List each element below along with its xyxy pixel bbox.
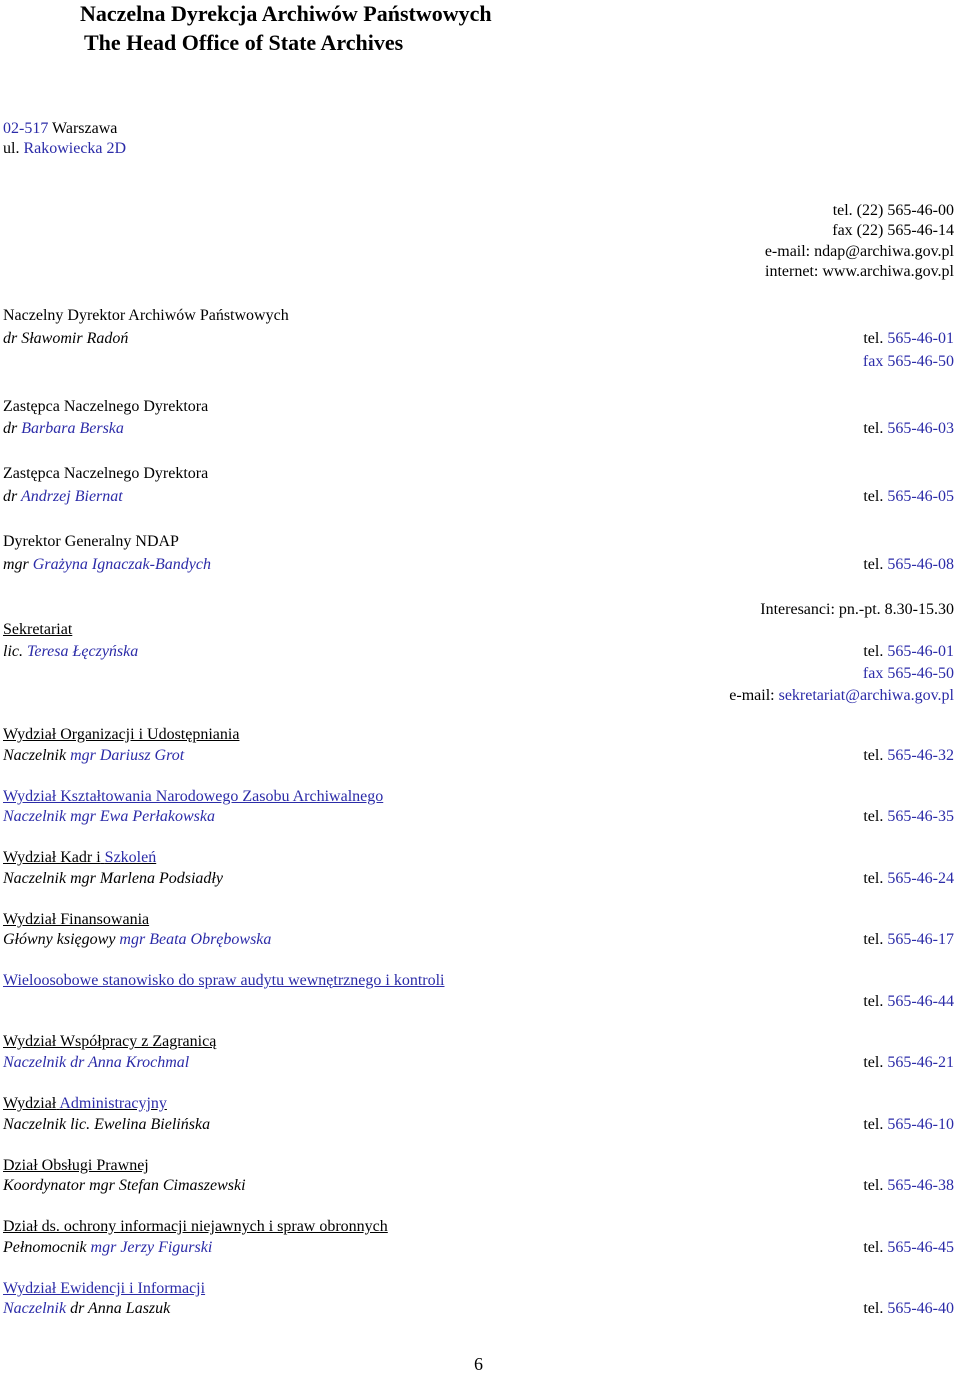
leader-name: mgr Grażyna Ignaczak-Bandych [3,556,211,573]
department-name: Dział ds. ochrony informacji niejawnych i spraw obronnych [3,1218,388,1235]
secretariat-tel: tel. 565-46-01 [863,643,954,660]
general-tel: tel. (22) 565-46-00 [832,202,954,219]
secretariat-label: Sekretariat [3,621,73,638]
department-name: Wydział Kadr i Szkoleń [3,849,157,866]
leader-role: Zastępca Naczelnego Dyrektora [3,398,209,415]
department-tel: tel. 565-46-17 [863,931,954,948]
department-head: Naczelnik mgr Dariusz Grot [3,747,185,764]
street: Rakowiecka 2D [23,140,127,157]
postal-code: 02-517 [3,120,49,137]
department-head: Naczelnik mgr Marlena Podsiadły [3,870,223,887]
page-number: 6 [474,1354,483,1374]
department-tel: tel. 565-46-35 [863,808,954,825]
leader-tel: tel. 565-46-05 [863,488,954,505]
department-head: Pełnomocnik mgr Jerzy Figurski [3,1239,213,1256]
department-head: Naczelnik mgr Ewa Perłakowska [3,808,215,825]
department-name: Wieloosobowe stanowisko do spraw audytu wewnętrznego i kontroli [3,972,445,989]
general-fax: fax (22) 565-46-14 [832,222,954,239]
leader-tel: tel. 565-46-08 [863,556,954,573]
department-tel: tel. 565-46-44 [863,993,954,1010]
department-tel: tel. 565-46-40 [863,1300,954,1317]
department-tel: tel. 565-46-32 [863,747,954,764]
department-tel: tel. 565-46-21 [863,1054,954,1071]
department-name: Wydział Kształtowania Narodowego Zasobu Archiwalnego [3,788,384,805]
department-name: Wydział Ewidencji i Informacji [3,1280,206,1297]
title-english: The Head Office of State Archives [84,30,404,55]
secretariat-email: e-mail: sekretariat@archiwa.gov.pl [729,687,954,704]
department-tel: tel. 565-46-45 [863,1239,954,1256]
department-name: Wydział Finansowania [3,911,150,928]
department-head: Główny księgowy mgr Beata Obrębowska [3,931,272,948]
leader-tel: tel. 565-46-01 [863,330,954,347]
department-head: Naczelnik lic. Ewelina Bielińska [3,1116,211,1133]
city: Warszawa [52,120,118,137]
department-name: Wydział Współpracy z Zagranicą [3,1033,217,1050]
leader-role: Dyrektor Generalny NDAP [3,533,179,550]
leader-name: dr Sławomir Radoń [3,330,129,347]
leader-name: dr Andrzej Biernat [3,488,123,505]
leader-fax: fax 565-46-50 [862,353,954,370]
address-line-1 [3,119,117,139]
secretariat-name: lic. Teresa Łęczyńska [3,643,139,660]
department-head: Naczelnik dr Anna Laszuk [3,1300,171,1317]
secretariat-fax: fax 565-46-50 [862,665,954,682]
department-name: Wydział Administracyjny [3,1095,167,1112]
department-head: Naczelnik dr Anna Krochmal [3,1054,190,1071]
leader-tel: tel. 565-46-03 [863,420,954,437]
department-tel: tel. 565-46-38 [863,1177,954,1194]
title-polish: Naczelna Dyrekcja Archiwów Państwowych [80,1,492,26]
department-tel: tel. 565-46-24 [863,870,954,887]
leader-role: Zastępca Naczelnego Dyrektora [3,465,209,482]
address-line-2 [3,139,126,159]
office-hours: Interesanci: pn.-pt. 8.30-15.30 [760,601,954,618]
street-prefix: ul. [3,140,20,157]
department-tel: tel. 565-46-10 [863,1116,954,1133]
leader-role: Naczelny Dyrektor Archiwów Państwowych [3,307,289,324]
general-email: e-mail: ndap@archiwa.gov.pl [764,243,954,260]
general-internet: internet: www.archiwa.gov.pl [765,263,954,280]
leader-name: dr Barbara Berska [3,420,124,437]
department-name: Wydział Organizacji i Udostępniania [3,726,240,743]
department-name: Dział Obsługi Prawnej [3,1157,149,1174]
department-head: Koordynator mgr Stefan Cimaszewski [3,1177,246,1194]
